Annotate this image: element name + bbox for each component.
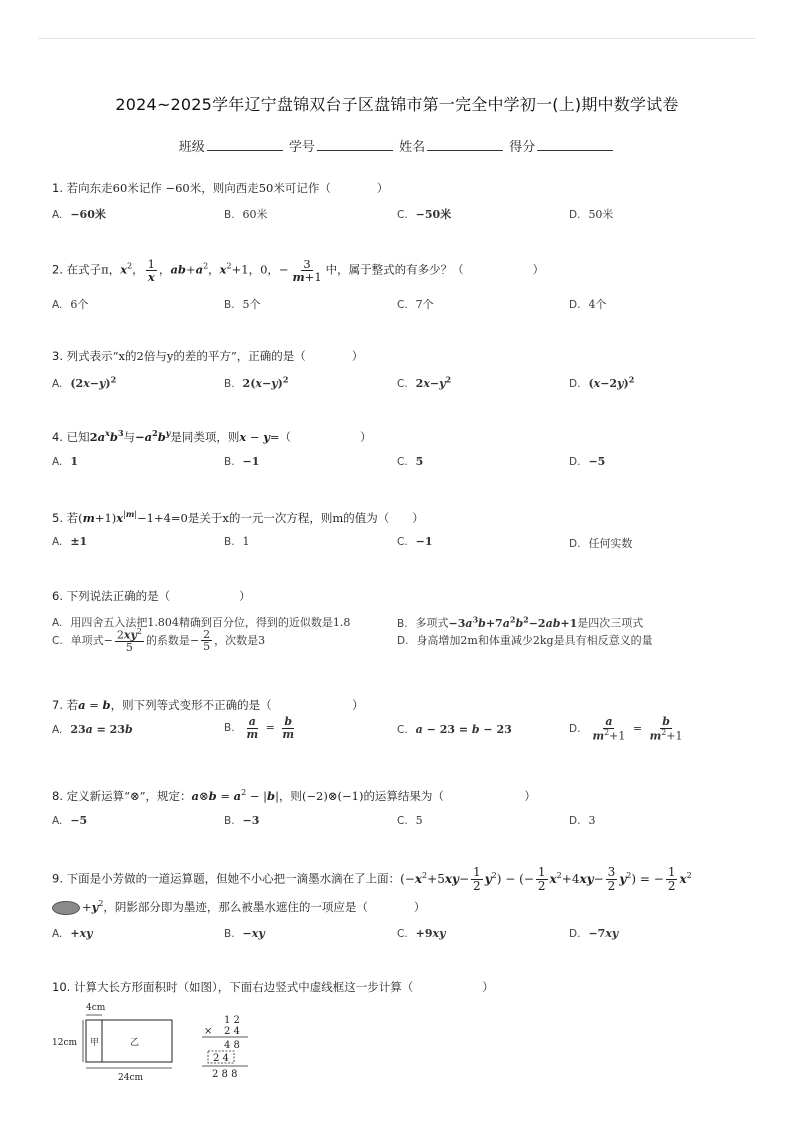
q9-option-d[interactable]: D. −7xy [569, 927, 619, 940]
name-blank [427, 138, 503, 151]
id-label: 学号 [288, 140, 315, 155]
q9-option-a[interactable]: A. +xy [52, 927, 93, 940]
q2-option-d[interactable]: D. 4个 [569, 298, 607, 311]
q1-option-b[interactable]: B. 60米 [224, 208, 268, 221]
vertical-calculation [198, 1013, 254, 1083]
svg-text:4 8: 4 8 [224, 1040, 240, 1051]
q5-option-c[interactable]: C. −1 [397, 535, 433, 548]
question-10: 10. 计算大长方形面积时（如图），下面右边竖式中虚线框这一步计算（ ） [52, 980, 494, 994]
q1-option-a[interactable]: A. −60米 [52, 208, 106, 221]
question-8: 8. 定义新运算“⊗”，规定：a⊗b = $a^2 - |b|$，则(−2)⊗(−1)的运算结果为（ ） [52, 788, 536, 803]
q4-option-d[interactable]: D. −5 [569, 455, 606, 468]
part-yi-label: 乙 [130, 1038, 140, 1048]
height-label: 12cm [52, 1038, 78, 1048]
q2-option-a[interactable]: A. 6个 [52, 298, 89, 311]
page-title: 2024~2025学年辽宁盘锦双台子区盘锦市第一完全中学初一(上)期中数学试卷 [115, 95, 679, 114]
name-label: 姓名 [399, 140, 426, 155]
question-3: 3. 列式表示“x的2倍与y的差的平方”，正确的是（ ） [52, 349, 364, 363]
svg-text:2 4: 2 4 [224, 1026, 240, 1037]
svg-text:2 4: 2 4 [213, 1053, 229, 1064]
question-2: 2. 在式子π，$x^2$， $\frac{1}{x}$ ，$ab+a^2$，$x^2+1$，0，− $\frac{3}{m+1}$ 中，属于整式的有多少？（ ） [52, 257, 545, 285]
q6-option-d[interactable]: D. 身高增加2m和体重减少2kg是具有相反意义的量 [397, 634, 653, 647]
q2-option-b[interactable]: B. 5个 [224, 298, 261, 311]
ink-blot-icon [52, 901, 80, 915]
question-1: 1. 若向东走60米记作 −60米，则向西走50米可记作（ ） [52, 181, 389, 195]
q7-option-b[interactable]: B. $\frac{a}{m}$ = $\frac{b}{m}$ [224, 715, 295, 741]
class-blank [207, 138, 283, 151]
length-label: 24cm [118, 1073, 144, 1083]
q5-option-b[interactable]: B. 1 [224, 535, 250, 548]
q1-option-d[interactable]: D. 50米 [569, 208, 614, 221]
q3-option-a[interactable]: A. $(2x-y)^2$ [52, 374, 117, 390]
score-blank [537, 138, 613, 151]
q6-option-b[interactable]: B. 多项式$-3a^3b+7a^2b^2-2ab+1$是四次三项式 [397, 614, 644, 630]
q3-option-c[interactable]: C. $2x-y^2$ [397, 374, 452, 390]
part-jia-label: 甲 [90, 1038, 100, 1048]
q4-option-c[interactable]: C. 5 [397, 455, 424, 468]
question-9-line2: $+y^2$，阴影部分即为墨迹，那么被墨水遮住的一项应是（ ） [52, 899, 425, 915]
svg-text:1 2: 1 2 [224, 1015, 240, 1026]
svg-text:2 8 8: 2 8 8 [212, 1069, 238, 1080]
question-5: 5. 若$(m+1)x^{|m|}-1+4=0$是关于x的一元一次方程，则m的值为（ ） [52, 509, 424, 525]
question-1-text: 若向东走60米记作 −60米，则向西走50米可记作（ ） [66, 181, 389, 195]
q7-option-d[interactable]: D. $\frac{a}{m^2+1}$ = $\frac{b}{m^2+1}$ [569, 715, 683, 743]
q7-option-a[interactable]: A. 23a = 23b [52, 723, 133, 736]
q4-option-b[interactable]: B. −1 [224, 455, 260, 468]
q3-option-b[interactable]: B. $2(x-y)^2$ [224, 374, 289, 390]
q7-option-c[interactable]: C. a − 23 = b − 23 [397, 723, 512, 736]
question-9: 9. 下面是小芳做的一道运算题，但她不小心把一滴墨水滴在了上面：($-x^2+5xy-$ $\frac{1}{2}$ $y^2$) − (− $\frac{1}{2}$ $x^2+4xy-$ $\frac{3}{2}$ $y^2$) = − $\frac{1}{2}$ $x^2$ [52, 865, 692, 893]
question-7: 7. 若a = b，则下列等式变形不正确的是（ ） [52, 698, 364, 712]
q9-option-b[interactable]: B. −xy [224, 927, 265, 940]
q5-option-d[interactable]: D. 任何实数 [569, 537, 633, 550]
width-label: 4cm [86, 1003, 106, 1013]
score-label: 得分 [509, 140, 536, 155]
id-blank [317, 138, 393, 151]
class-label: 班级 [178, 140, 205, 155]
q5-option-a[interactable]: A. ±1 [52, 535, 88, 548]
q1-option-c[interactable]: C. −50米 [397, 208, 452, 221]
q8-option-c[interactable]: C. 5 [397, 814, 423, 827]
q8-option-a[interactable]: A. −5 [52, 814, 88, 827]
svg-text:×: × [204, 1026, 213, 1037]
q8-option-b[interactable]: B. −3 [224, 814, 260, 827]
top-divider [38, 38, 756, 39]
q6-option-a[interactable]: A. 用四舍五入法把1.804精确到百分位，得到的近似数是1.8 [52, 616, 351, 629]
q3-option-d[interactable]: D. $(x-2y)^2$ [569, 374, 635, 390]
q6-option-c[interactable]: C. 单项式− $\frac{2xy^2}{5}$ 的系数是− $\frac{2}{5}$ ，次数是3 [52, 627, 266, 655]
q4-option-a[interactable]: A. 1 [52, 455, 78, 468]
question-4: 4. 已知$2a^xb^3$与$-a^2b^y$是同类项，则x − y=（ ） [52, 428, 372, 444]
q2-option-c[interactable]: C. 7个 [397, 298, 434, 311]
student-info-line [0, 136, 794, 155]
rectangle-diagram [50, 1000, 190, 1090]
q9-option-c[interactable]: C. +9xy [397, 927, 446, 940]
q8-option-d[interactable]: D. 3 [569, 814, 596, 827]
question-6: 6. 下列说法正确的是（ ） [52, 589, 251, 603]
